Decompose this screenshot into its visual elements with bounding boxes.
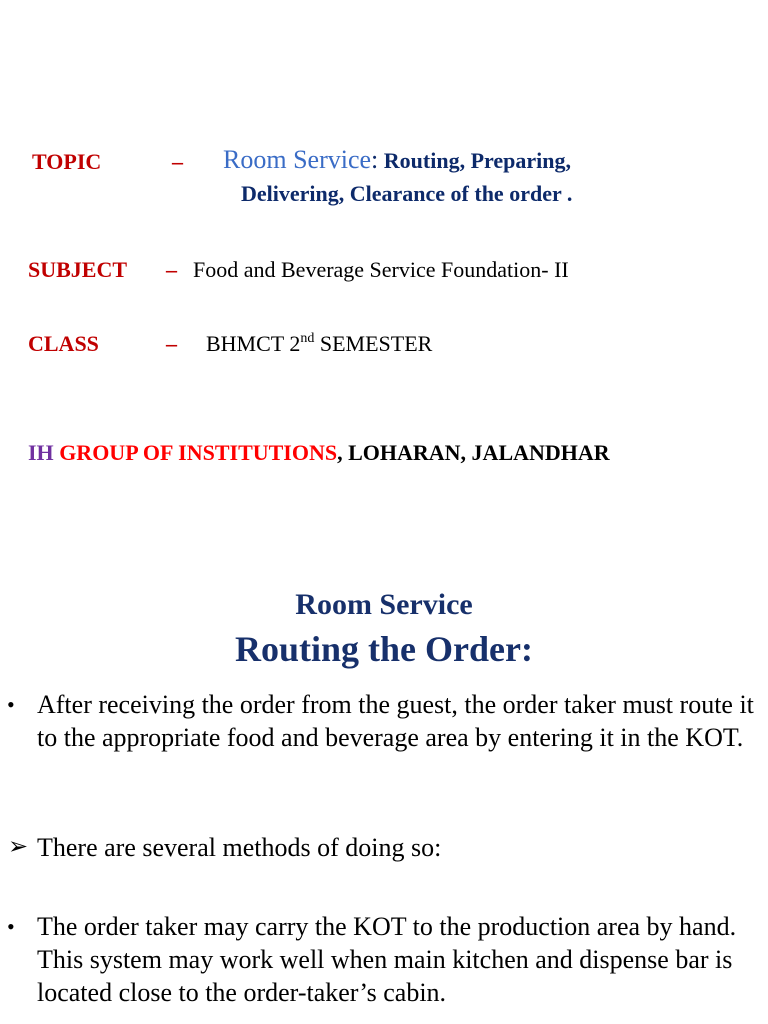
institution-group: GROUP OF INSTITUTIONS xyxy=(59,440,338,465)
class-value-post: SEMESTER xyxy=(314,331,433,356)
subject-value: Food and Beverage Service Foundation- II xyxy=(193,257,569,282)
subject-label: SUBJECT xyxy=(28,257,128,282)
topic-colon: : xyxy=(371,145,379,174)
topic-label: TOPIC xyxy=(32,149,102,174)
slide-heading: Routing the Order: xyxy=(235,629,533,669)
topic-dash: – xyxy=(172,149,183,174)
list-item xyxy=(0,910,768,1010)
slide-title: Room Service xyxy=(295,588,473,621)
list-item xyxy=(0,688,768,788)
bullet-icon: • xyxy=(7,914,15,939)
institution-location: , LOHARAN, JALANDHAR xyxy=(337,440,610,465)
bullet-text: The order taker may carry the KOT to the production area by hand. This system may work well when main kitchen and dispense bar is located close to the order-taker’s cabin. xyxy=(37,912,737,1007)
bullet-text: There are several methods of doing so: xyxy=(37,833,442,862)
arrow-bullet-icon: ➢ xyxy=(8,832,29,860)
class-value-pre: BHMCT 2 xyxy=(206,331,301,356)
topic-rest-line1: Routing, Preparing, xyxy=(378,148,571,173)
class-dash: – xyxy=(166,331,177,356)
class-label: CLASS xyxy=(28,331,99,356)
topic-main: Room Service xyxy=(223,145,372,174)
bullet-icon: • xyxy=(7,692,15,717)
topic-rest-line2: Delivering, Clearance of the order . xyxy=(241,181,573,206)
topic-value-line1 xyxy=(223,145,571,175)
class-value-sup: nd xyxy=(300,331,315,346)
subject-dash: – xyxy=(166,257,177,282)
class-value xyxy=(206,331,432,357)
bullet-text: After receiving the order from the guest, the order taker must route it to the appropriate food and beverage area by entering it in the KOT. xyxy=(37,690,754,752)
institution-ih: IH xyxy=(28,440,60,465)
institution-line xyxy=(28,440,610,466)
list-item xyxy=(0,831,768,865)
